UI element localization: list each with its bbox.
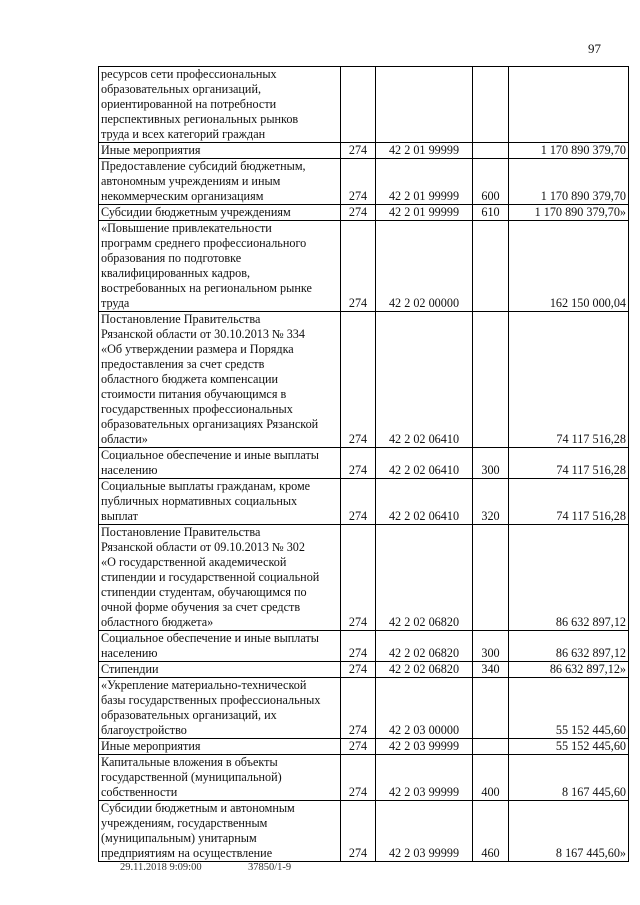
admin-code-cell: 274 [341, 479, 376, 525]
table-row [99, 631, 629, 662]
row-name-cell [99, 159, 341, 205]
row-name-line: Рязанской области от 09.10.2013 № 302 [101, 540, 305, 554]
row-name-line: Социальное обеспечение и иные выплаты [101, 448, 319, 462]
row-name-line: «О государственной академической [101, 555, 287, 569]
row-name-cell [99, 739, 341, 755]
budget-table-body [99, 67, 629, 862]
row-name-line: Рязанской области от 30.10.2013 № 334 [101, 327, 305, 341]
expense-type-cell [473, 221, 509, 312]
expense-type-cell: 460 [473, 801, 509, 862]
budget-table [98, 66, 629, 862]
row-name-line: автономным учреждениям и иным [101, 174, 281, 188]
expense-type-cell: 340 [473, 662, 509, 678]
expense-type-cell: 400 [473, 755, 509, 801]
row-name-line: Социальные выплаты гражданам, кроме [101, 479, 311, 493]
row-name-line: публичных нормативных социальных [101, 494, 298, 508]
table-row [99, 525, 629, 631]
row-name-line: Стипендии [101, 662, 159, 676]
expense-type-cell [473, 739, 509, 755]
row-name-line: труда и всех категорий граждан [101, 127, 266, 141]
admin-code-cell: 274 [341, 525, 376, 631]
expense-type-cell [473, 312, 509, 448]
expense-type-cell: 320 [473, 479, 509, 525]
row-name-cell [99, 631, 341, 662]
row-name-line: предприятиям на осуществление [101, 846, 273, 860]
admin-code-cell: 274 [341, 678, 376, 739]
expense-type-cell [473, 525, 509, 631]
admin-code-cell: 274 [341, 755, 376, 801]
row-name-line: области» [101, 432, 148, 446]
row-name-line: областного бюджета компенсации [101, 372, 279, 386]
row-name-line: стипендии студентам, обучающимся по [101, 585, 307, 599]
expense-type-cell: 600 [473, 159, 509, 205]
row-name-line: Постановление Правительства [101, 312, 261, 326]
target-article-cell: 42 2 01 99999 [376, 143, 473, 159]
row-name-line: образовательных организаций, [101, 82, 262, 96]
admin-code-cell: 274 [341, 662, 376, 678]
row-name-line: населению [101, 646, 158, 660]
admin-code-cell: 274 [341, 159, 376, 205]
row-name-cell [99, 662, 341, 678]
table-row [99, 159, 629, 205]
table-row [99, 143, 629, 159]
row-name-cell [99, 801, 341, 862]
row-name-line: областного бюджета» [101, 615, 214, 629]
table-row [99, 662, 629, 678]
row-name-line: Субсидии бюджетным учреждениям [101, 205, 291, 219]
amount-cell: 74 117 516,28 [509, 312, 629, 448]
amount-cell: 8 167 445,60 [509, 755, 629, 801]
target-article-cell: 42 2 02 00000 [376, 221, 473, 312]
amount-cell: 1 170 890 379,70 [509, 159, 629, 205]
target-article-cell: 42 2 03 00000 [376, 678, 473, 739]
target-article-cell: 42 2 02 06820 [376, 631, 473, 662]
amount-cell: 86 632 897,12 [509, 525, 629, 631]
table-row [99, 221, 629, 312]
row-name-cell [99, 479, 341, 525]
row-name-line: востребованных на региональном рынке [101, 281, 312, 295]
amount-cell [509, 67, 629, 143]
amount-cell: 74 117 516,28 [509, 448, 629, 479]
amount-cell: 86 632 897,12 [509, 631, 629, 662]
table-row [99, 448, 629, 479]
row-name-cell [99, 221, 341, 312]
row-name-line: благоустройство [101, 723, 187, 737]
row-name-line: базы государственных профессиональных [101, 693, 321, 707]
row-name-line: собственности [101, 785, 178, 799]
row-name-line: ориентированной на потребности [101, 97, 277, 111]
footer-date: 29.11.2018 9:09:00 [120, 862, 202, 873]
row-name-line: (муниципальным) унитарным [101, 831, 257, 845]
table-row [99, 312, 629, 448]
row-name-line: некоммерческим организациям [101, 189, 264, 203]
amount-cell: 162 150 000,04 [509, 221, 629, 312]
row-name-cell [99, 205, 341, 221]
target-article-cell: 42 2 03 99999 [376, 739, 473, 755]
row-name-cell [99, 525, 341, 631]
target-article-cell: 42 2 02 06820 [376, 662, 473, 678]
admin-code-cell: 274 [341, 205, 376, 221]
row-name-line: труда [101, 296, 130, 310]
table-row [99, 67, 629, 143]
expense-type-cell [473, 678, 509, 739]
amount-cell: 86 632 897,12» [509, 662, 629, 678]
row-name-cell [99, 312, 341, 448]
admin-code-cell: 274 [341, 739, 376, 755]
row-name-line: Иные мероприятия [101, 143, 201, 157]
amount-cell: 1 170 890 379,70» [509, 205, 629, 221]
row-name-line: образовательных организаций, их [101, 708, 277, 722]
expense-type-cell [473, 143, 509, 159]
row-name-line: перспективных региональных рынков [101, 112, 299, 126]
row-name-cell [99, 67, 341, 143]
admin-code-cell: 274 [341, 221, 376, 312]
target-article-cell: 42 2 02 06820 [376, 525, 473, 631]
target-article-cell: 42 2 02 06410 [376, 479, 473, 525]
row-name-line: Иные мероприятия [101, 739, 201, 753]
row-name-cell [99, 448, 341, 479]
target-article-cell: 42 2 02 06410 [376, 448, 473, 479]
row-name-line: Предоставление субсидий бюджетным, [101, 159, 306, 173]
admin-code-cell [341, 67, 376, 143]
expense-type-cell: 300 [473, 631, 509, 662]
row-name-line: Постановление Правительства [101, 525, 261, 539]
expense-type-cell: 610 [473, 205, 509, 221]
expense-type-cell: 300 [473, 448, 509, 479]
target-article-cell: 42 2 03 99999 [376, 755, 473, 801]
row-name-cell [99, 678, 341, 739]
row-name-line: «Укрепление материально-технической [101, 678, 307, 692]
row-name-line: стипендии и государственной социальной [101, 570, 320, 584]
expense-type-cell [473, 67, 509, 143]
row-name-cell [99, 143, 341, 159]
row-name-line: учреждениям, государственным [101, 816, 268, 830]
admin-code-cell: 274 [341, 631, 376, 662]
row-name-line: государственных профессиональных [101, 402, 293, 416]
row-name-cell [99, 755, 341, 801]
target-article-cell: 42 2 01 99999 [376, 205, 473, 221]
target-article-cell: 42 2 03 99999 [376, 801, 473, 862]
row-name-line: программ среднего профессионального [101, 236, 307, 250]
amount-cell: 74 117 516,28 [509, 479, 629, 525]
target-article-cell: 42 2 02 06410 [376, 312, 473, 448]
amount-cell: 1 170 890 379,70 [509, 143, 629, 159]
table-row [99, 678, 629, 739]
row-name-line: «Об утверждении размера и Порядка [101, 342, 294, 356]
row-name-line: квалифицированных кадров, [101, 266, 250, 280]
row-name-line: Субсидии бюджетным и автономным [101, 801, 295, 815]
admin-code-cell: 274 [341, 143, 376, 159]
admin-code-cell: 274 [341, 448, 376, 479]
row-name-line: очной форме обучения за счет средств [101, 600, 301, 614]
table-row [99, 205, 629, 221]
amount-cell: 55 152 445,60 [509, 739, 629, 755]
table-row [99, 739, 629, 755]
admin-code-cell: 274 [341, 801, 376, 862]
table-row [99, 479, 629, 525]
page-number: 97 [588, 41, 601, 56]
row-name-line: государственной (муниципальной) [101, 770, 282, 784]
row-name-line: образовательных организациях Рязанской [101, 417, 319, 431]
row-name-line: ресурсов сети профессиональных [101, 67, 277, 81]
row-name-line: Социальное обеспечение и иные выплаты [101, 631, 319, 645]
row-name-line: «Повышение привлекательности [101, 221, 272, 235]
row-name-line: населению [101, 463, 158, 477]
table-row [99, 755, 629, 801]
row-name-line: Капитальные вложения в объекты [101, 755, 278, 769]
amount-cell: 55 152 445,60 [509, 678, 629, 739]
row-name-line: стоимости питания обучающимся в [101, 387, 287, 401]
table-row [99, 801, 629, 862]
amount-cell: 8 167 445,60» [509, 801, 629, 862]
row-name-line: образования по подготовке [101, 251, 242, 265]
row-name-line: предоставления за счет средств [101, 357, 265, 371]
target-article-cell: 42 2 01 99999 [376, 159, 473, 205]
admin-code-cell: 274 [341, 312, 376, 448]
target-article-cell [376, 67, 473, 143]
footer-code: 37850/1-9 [248, 862, 292, 873]
row-name-line: выплат [101, 509, 138, 523]
